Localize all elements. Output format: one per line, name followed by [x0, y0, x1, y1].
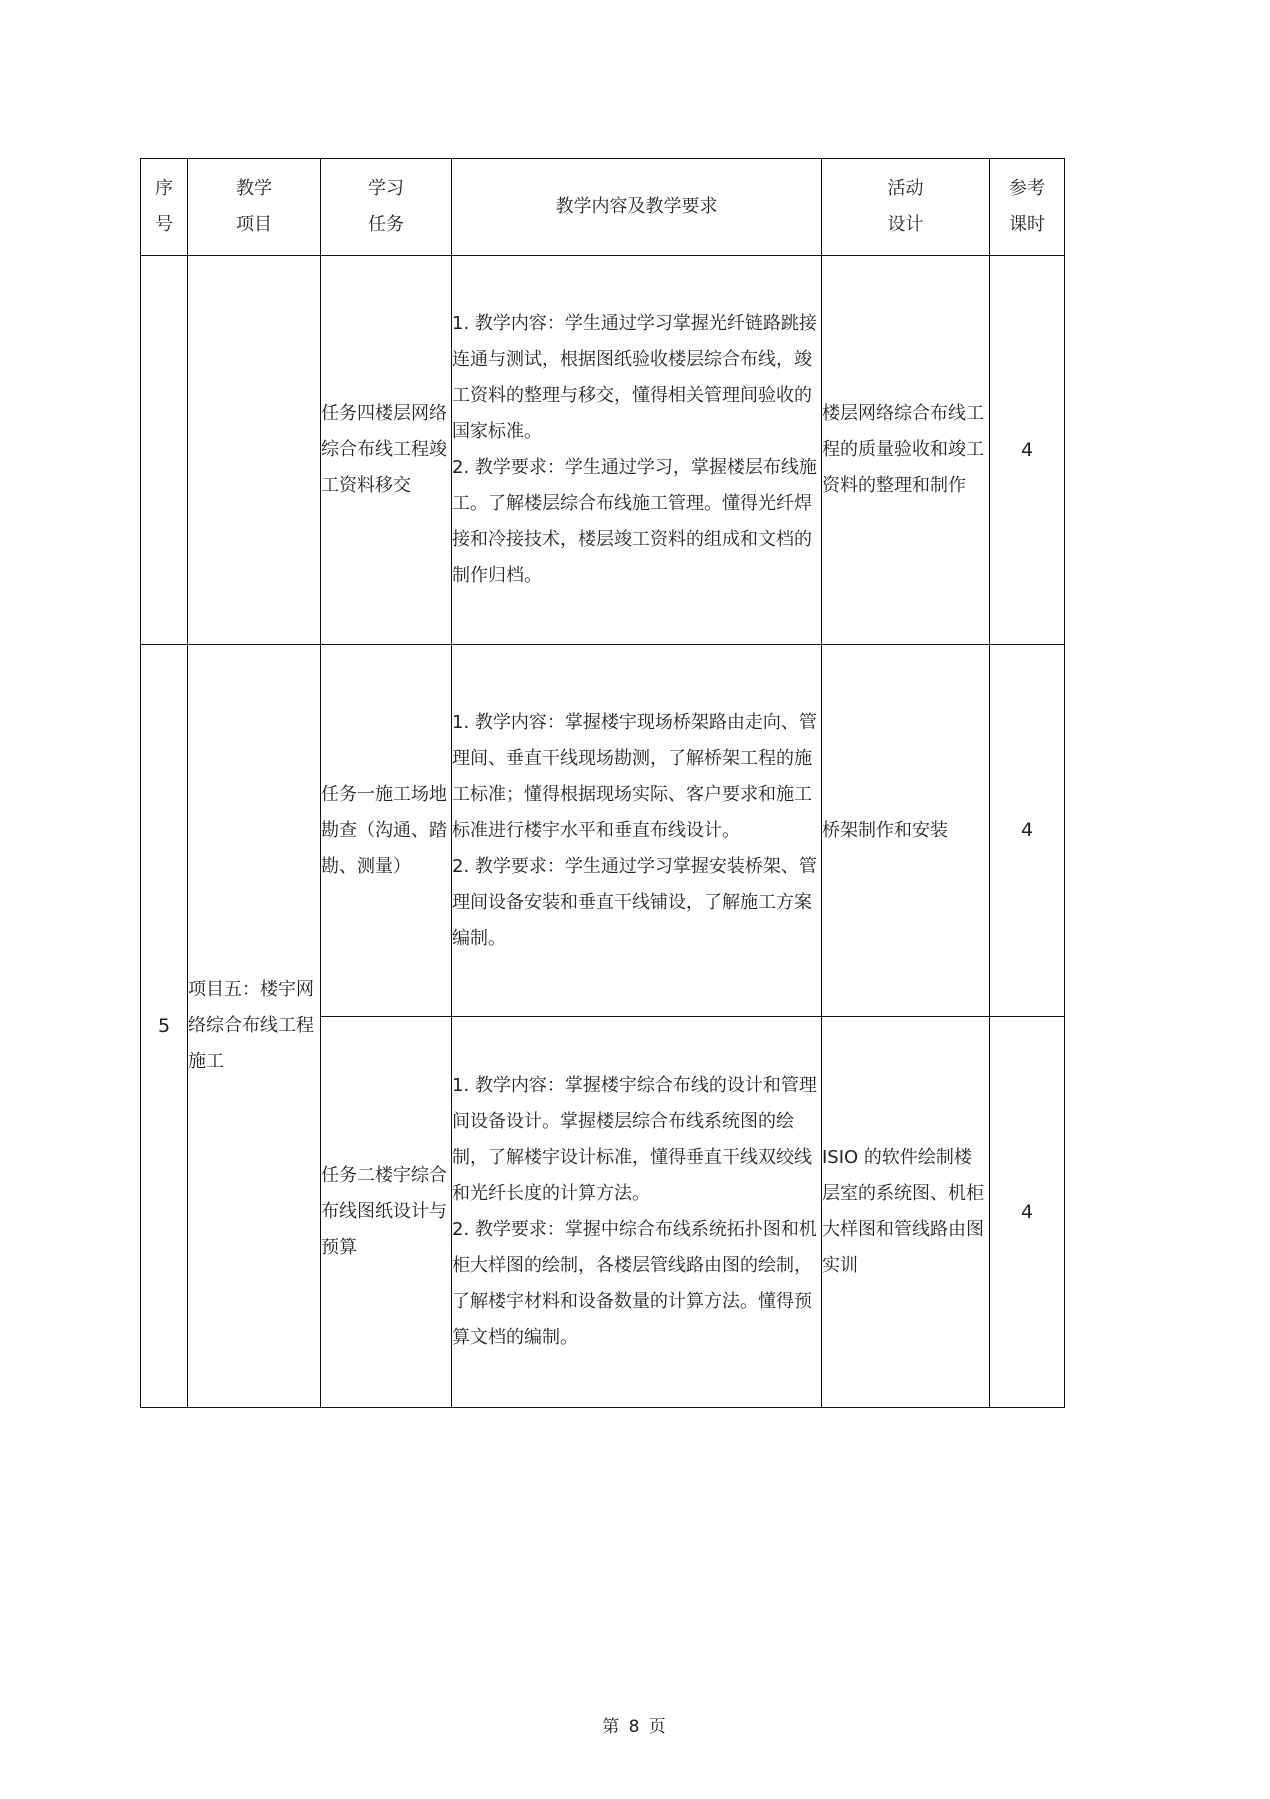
content-requirements: 2. 教学要求：学生通过学习，掌握楼层布线施工。了解楼层综合布线施工管理。懂得光纤焊接和冷接技术，楼层竣工资料的组成和文档的制作归档。 [452, 457, 817, 586]
project-cell-empty [188, 256, 321, 645]
table-row [141, 645, 1065, 1017]
header-seq: 序 号 [141, 159, 188, 256]
syllabus-table [140, 158, 1065, 1408]
content-teaching: 1. 教学内容：学生通过学习掌握光纤链路跳接连通与测试，根据图纸验收楼层综合布线，竣工资料的整理与移交，懂得相关管理间验收的国家标准。 [452, 313, 817, 442]
project-cell: 项目五：楼宇网络综合布线工程施工 [188, 645, 321, 1408]
seq-cell-empty [141, 256, 188, 645]
hours-cell: 4 [990, 256, 1065, 645]
activity-cell: ISIO 的软件绘制楼层室的系统图、机柜大样图和管线路由图实训 [822, 1017, 990, 1408]
header-activity: 活动 设计 [822, 159, 990, 256]
seq-cell: 5 [141, 645, 188, 1408]
content-cell [452, 645, 822, 1017]
header-content: 教学内容及教学要求 [452, 159, 822, 256]
task-cell: 任务四楼层网络综合布线工程竣工资料移交 [321, 256, 452, 645]
task-cell: 任务二楼宇综合布线图纸设计与预算 [321, 1017, 452, 1408]
header-hours: 参考 课时 [990, 159, 1065, 256]
hours-cell: 4 [990, 1017, 1065, 1408]
hours-cell: 4 [990, 645, 1065, 1017]
content-requirements: 2. 教学要求：学生通过学习掌握安装桥架、管理间设备安装和垂直干线铺设，了解施工方案编制。 [452, 855, 817, 949]
content-cell [452, 256, 822, 645]
content-teaching: 1. 教学内容：掌握楼宇综合布线的设计和管理间设备设计。掌握楼层综合布线系统图的绘制，了解楼宇设计标准，懂得垂直干线双绞线和光纤长度的计算方法。 [452, 1075, 817, 1204]
content-requirements: 2. 教学要求：掌握中综合布线系统拓扑图和机柜大样图的绘制，各楼层管线路由图的绘制，了解楼宇材料和设备数量的计算方法。懂得预算文档的编制。 [452, 1219, 817, 1348]
activity-cell: 桥架制作和安装 [822, 645, 990, 1017]
table-row [141, 256, 1065, 645]
task-cell: 任务一施工场地勘查（沟通、踏勘、测量） [321, 645, 452, 1017]
header-task: 学习 任务 [321, 159, 452, 256]
header-row [141, 159, 1065, 256]
content-cell [452, 1017, 822, 1408]
activity-cell: 楼层网络综合布线工程的质量验收和竣工资料的整理和制作 [822, 256, 990, 645]
page-number: 第 8 页 [602, 1717, 668, 1737]
content-teaching: 1. 教学内容：掌握楼宇现场桥架路由走向、管理间、垂直干线现场勘测，了解桥架工程的施工标准；懂得根据现场实际、客户要求和施工标准进行楼宇水平和垂直布线设计。 [452, 711, 817, 841]
header-project: 教学 项目 [188, 159, 321, 256]
